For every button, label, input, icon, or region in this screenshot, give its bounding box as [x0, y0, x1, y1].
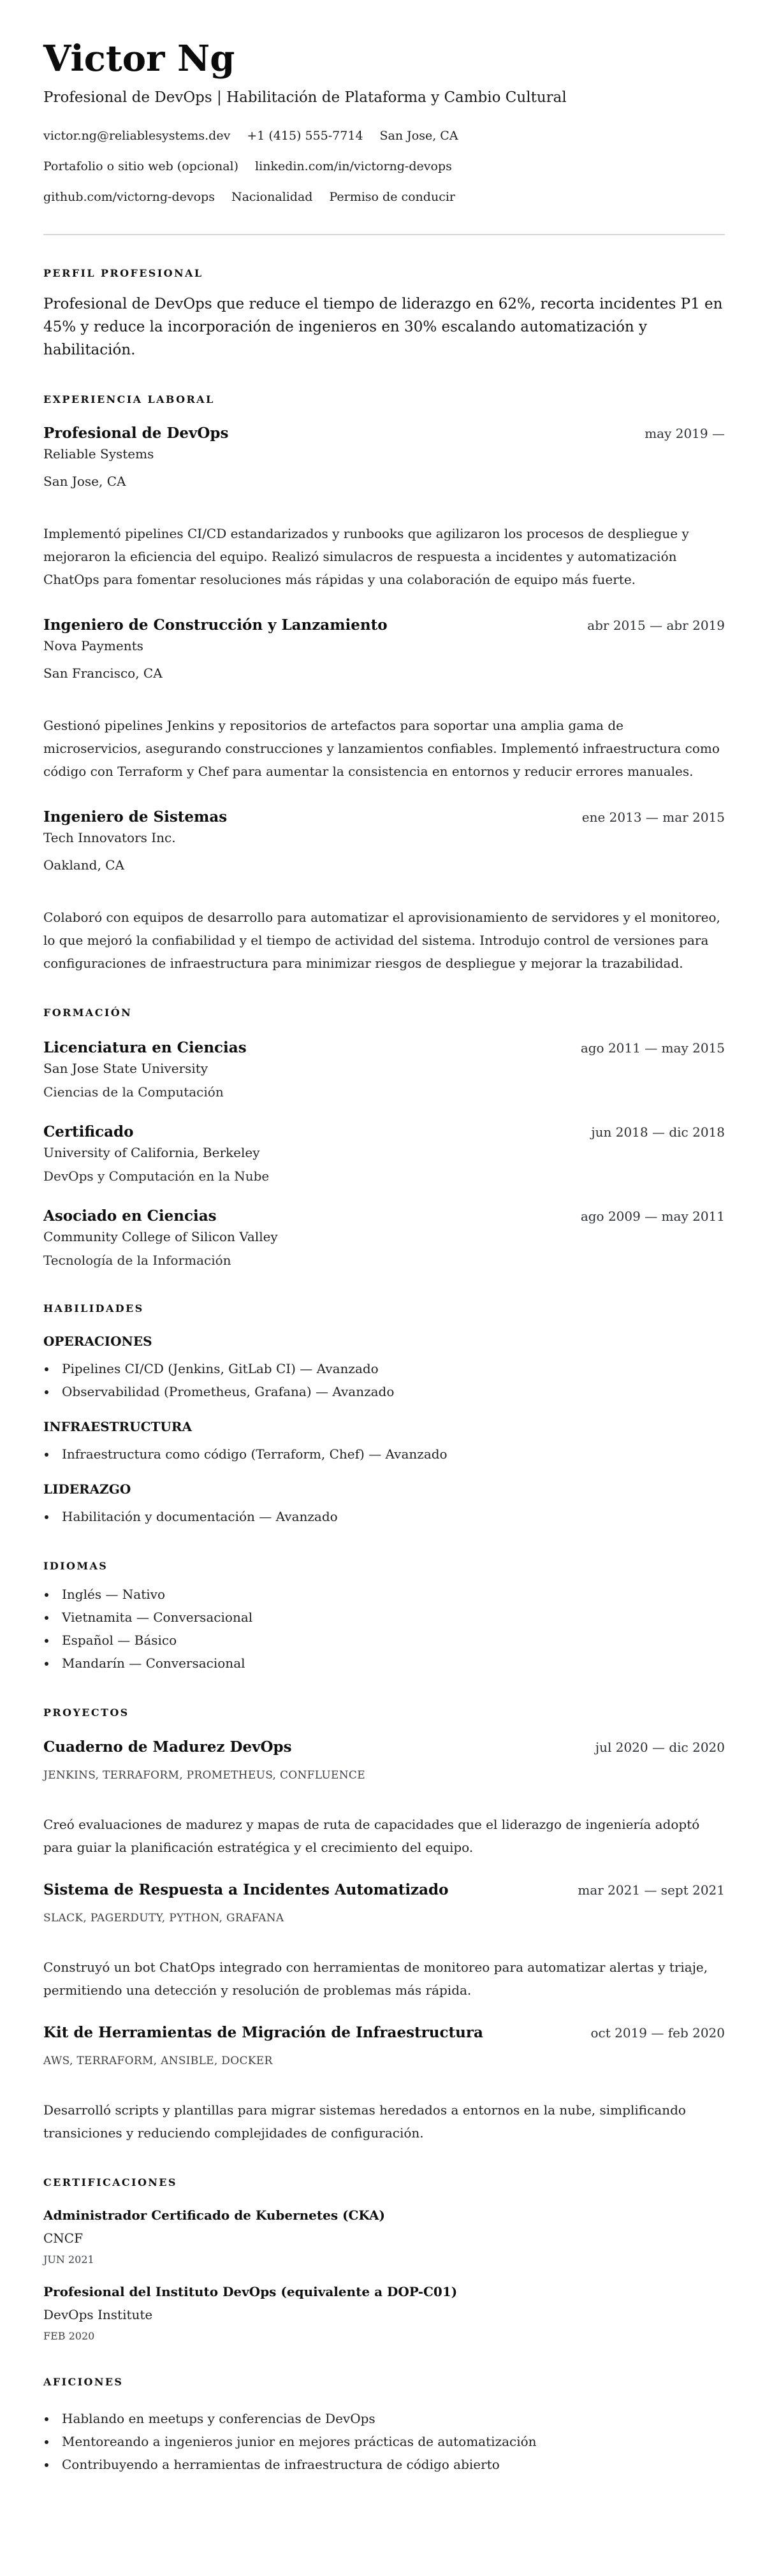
- contact-row: [43, 151, 725, 182]
- education-degree: Licenciatura en Ciencias: [43, 1039, 247, 1056]
- project-entry: [43, 2023, 725, 2144]
- project-tech-stack: AWS, TERRAFORM, ANSIBLE, DOCKER: [43, 2055, 273, 2067]
- certification-date: JUN 2021: [43, 2253, 94, 2266]
- job-dates: abr 2015 — abr 2019: [587, 618, 725, 633]
- education-degree: Asociado en Ciencias: [43, 1207, 217, 1225]
- job-entry: [43, 615, 725, 783]
- project-title: Kit de Herramientas de Migración de Infraestructura: [43, 2024, 483, 2041]
- project-header: [43, 2023, 725, 2043]
- education-school: Community College of Silicon Valley: [43, 1229, 278, 1244]
- languages-list: [43, 1583, 725, 1675]
- skill-group-title: OPERACIONES: [43, 1334, 152, 1349]
- job-location: Oakland, CA: [43, 857, 124, 873]
- project-tech-stack: SLACK, PAGERDUTY, PYTHON, GRAFANA: [43, 1912, 284, 1925]
- education-degree: Certificado: [43, 1123, 134, 1140]
- skill-group-title: LIDERAZGO: [43, 1481, 131, 1497]
- job-description: Implementó pipelines CI/CD estandarizados y runbooks que agilizaron los procesos de despliegue y mejoraron la eficiencia del equipo. Realizó simulacros de respuesta a incidentes y automatización ChatOps para fomentar resoluciones más rápidas y una colaboración de equipo más fuerte.: [43, 526, 689, 587]
- education-header: [43, 1038, 725, 1058]
- section-title-certifications: CERTIFICACIONES: [43, 2176, 177, 2188]
- job-description: Gestionó pipelines Jenkins y repositorios de artefactos para soportar una amplia gama de microservicios, asegurando construcciones y lanzamientos confiables. Implementó infraestructura como código con Terraform y Chef para aumentar la consistencia en entornos y reducir errores manuales.: [43, 718, 720, 779]
- section-title-experience: EXPERIENCIA LABORAL: [43, 393, 215, 405]
- project-title: Cuaderno de Madurez DevOps: [43, 1738, 292, 1756]
- education-entry: [43, 1122, 725, 1186]
- job-title: Ingeniero de Construcción y Lanzamiento: [43, 616, 388, 634]
- education-dates: ago 2011 — may 2015: [580, 1040, 725, 1056]
- job-location: San Jose, CA: [43, 474, 126, 489]
- section-title-projects: PROYECTOS: [43, 1706, 129, 1719]
- job-entry: [43, 423, 725, 591]
- contact-info: [43, 120, 725, 212]
- education-field: Ciencias de la Computación: [43, 1084, 224, 1100]
- hobbies-list: [43, 2407, 725, 2476]
- job-company: Nova Payments: [43, 638, 143, 653]
- education-field: Tecnología de la Información: [43, 1253, 231, 1268]
- job-header: [43, 423, 725, 444]
- skill-item: Pipelines CI/CD (Jenkins, GitLab CI) — Avanzado: [43, 1357, 725, 1380]
- project-description: Creó evaluaciones de madurez y mapas de ruta de capacidades que el liderazgo de ingeniería adoptó para guiar la planificación estratégica y el crecimiento del equipo.: [43, 1817, 700, 1855]
- job-header: [43, 807, 725, 827]
- project-title: Sistema de Respuesta a Incidentes Automatizado: [43, 1881, 449, 1898]
- job-company: Reliable Systems: [43, 446, 154, 462]
- job-entry: [43, 807, 725, 975]
- project-description: Desarrolló scripts y plantillas para migrar sistemas heredados a entornos en la nube, simplificando transiciones y reduciendo complejidades de configuración.: [43, 2102, 686, 2141]
- language-item: Inglés — Nativo: [43, 1583, 725, 1606]
- section-title-hobbies: AFICIONES: [43, 2376, 124, 2388]
- job-header: [43, 615, 725, 636]
- project-dates: oct 2019 — feb 2020: [590, 2025, 725, 2041]
- education-entry: [43, 1038, 725, 1102]
- project-dates: mar 2021 — sept 2021: [578, 1882, 725, 1898]
- skill-item: Observabilidad (Prometheus, Grafana) — Avanzado: [43, 1380, 725, 1403]
- skills-list: [43, 1332, 725, 1528]
- education-school: University of California, Berkeley: [43, 1145, 260, 1160]
- certification-entry: [43, 2283, 725, 2344]
- job-dates: may 2019 —: [645, 426, 725, 441]
- education-dates: jun 2018 — dic 2018: [591, 1124, 725, 1140]
- project-header: [43, 1737, 725, 1757]
- header-divider: [43, 234, 725, 235]
- headline: Profesional de DevOps | Habilitación de Plataforma y Cambio Cultural: [43, 89, 567, 106]
- contact-item: Nacionalidad: [231, 190, 313, 204]
- section-title-languages: IDIOMAS: [43, 1560, 108, 1572]
- certifications-list: [43, 2206, 725, 2344]
- job-dates: ene 2013 — mar 2015: [581, 810, 725, 825]
- candidate-name: Victor Ng: [43, 38, 235, 80]
- project-tech-stack: JENKINS, TERRAFORM, PROMETHEUS, CONFLUENCE: [43, 1769, 365, 1782]
- project-entry: [43, 1880, 725, 2002]
- education-school: San Jose State University: [43, 1061, 208, 1076]
- section-title-summary: PERFIL PROFESIONAL: [43, 267, 203, 279]
- hobby-item: Contribuyendo a herramientas de infraestructura de código abierto: [43, 2453, 725, 2476]
- summary-text: Profesional de DevOps que reduce el tiempo de liderazgo en 62%, recorta incidentes P1 en 45% y reduce la incorporación de ingenieros en 30% escalando automatización y habilitación.: [43, 296, 723, 358]
- language-item: Vietnamita — Conversacional: [43, 1606, 725, 1629]
- project-entry: [43, 1737, 725, 1859]
- skill-item: Infraestructura como código (Terraform, Chef) — Avanzado: [43, 1443, 725, 1466]
- language-item: Mandarín — Conversacional: [43, 1652, 725, 1675]
- contact-row: [43, 120, 725, 151]
- education-list: [43, 1038, 725, 1270]
- project-header: [43, 1880, 725, 1900]
- job-title: Ingeniero de Sistemas: [43, 808, 228, 826]
- projects-list: [43, 1737, 725, 2144]
- skill-group-title: INFRAESTRUCTURA: [43, 1419, 192, 1434]
- contact-item: +1 (415) 555-7714: [247, 129, 363, 143]
- contact-item: San Jose, CA: [379, 129, 458, 143]
- skill-item: Habilitación y documentación — Avanzado: [43, 1505, 725, 1528]
- hobby-item: Hablando en meetups y conferencias de DevOps: [43, 2407, 725, 2430]
- certification-date: FEB 2020: [43, 2330, 95, 2342]
- certification-title: Administrador Certificado de Kubernetes (CKA): [43, 2208, 385, 2223]
- project-description: Construyó un bot ChatOps integrado con herramientas de monitoreo para automatizar alertas y triaje, permitiendo una detección y resolución de problemas más rápida.: [43, 1960, 708, 1998]
- education-header: [43, 1122, 725, 1142]
- contact-item: Permiso de conducir: [329, 190, 455, 204]
- education-entry: [43, 1206, 725, 1270]
- language-item: Español — Básico: [43, 1629, 725, 1652]
- education-header: [43, 1206, 725, 1226]
- certification-entry: [43, 2206, 725, 2267]
- contact-item: Portafolio o sitio web (opcional): [43, 159, 239, 173]
- certification-issuer: DevOps Institute: [43, 2307, 153, 2322]
- skill-list: [43, 1505, 725, 1528]
- project-dates: jul 2020 — dic 2020: [595, 1740, 725, 1755]
- section-title-education: FORMACIÓN: [43, 1007, 133, 1019]
- contact-row: [43, 182, 725, 212]
- skill-list: [43, 1443, 725, 1466]
- experience-list: [43, 423, 725, 975]
- contact-item: github.com/victorng-devops: [43, 190, 215, 204]
- skill-list: [43, 1357, 725, 1403]
- certification-issuer: CNCF: [43, 2230, 83, 2246]
- job-company: Tech Innovators Inc.: [43, 830, 176, 845]
- contact-item: linkedin.com/in/victorng-devops: [255, 159, 452, 173]
- contact-item: victor.ng@reliablesystems.dev: [43, 129, 231, 143]
- education-field: DevOps y Computación en la Nube: [43, 1168, 270, 1184]
- job-location: San Francisco, CA: [43, 666, 163, 681]
- job-title: Profesional de DevOps: [43, 425, 229, 442]
- hobby-item: Mentoreando a ingenieros junior en mejores prácticas de automatización: [43, 2430, 725, 2453]
- education-dates: ago 2009 — may 2011: [580, 1209, 725, 1224]
- certification-title: Profesional del Instituto DevOps (equivalente a DOP-C01): [43, 2284, 458, 2299]
- job-description: Colaboró con equipos de desarrollo para automatizar el aprovisionamiento de servidores y el monitoreo, lo que mejoró la confiabilidad y el tiempo de actividad del sistema. Introdujo control de versiones para configuraciones de infraestructura para minimizar riesgos de despliegue y mejorar la trazabilidad.: [43, 910, 720, 971]
- section-title-skills: HABILIDADES: [43, 1302, 144, 1314]
